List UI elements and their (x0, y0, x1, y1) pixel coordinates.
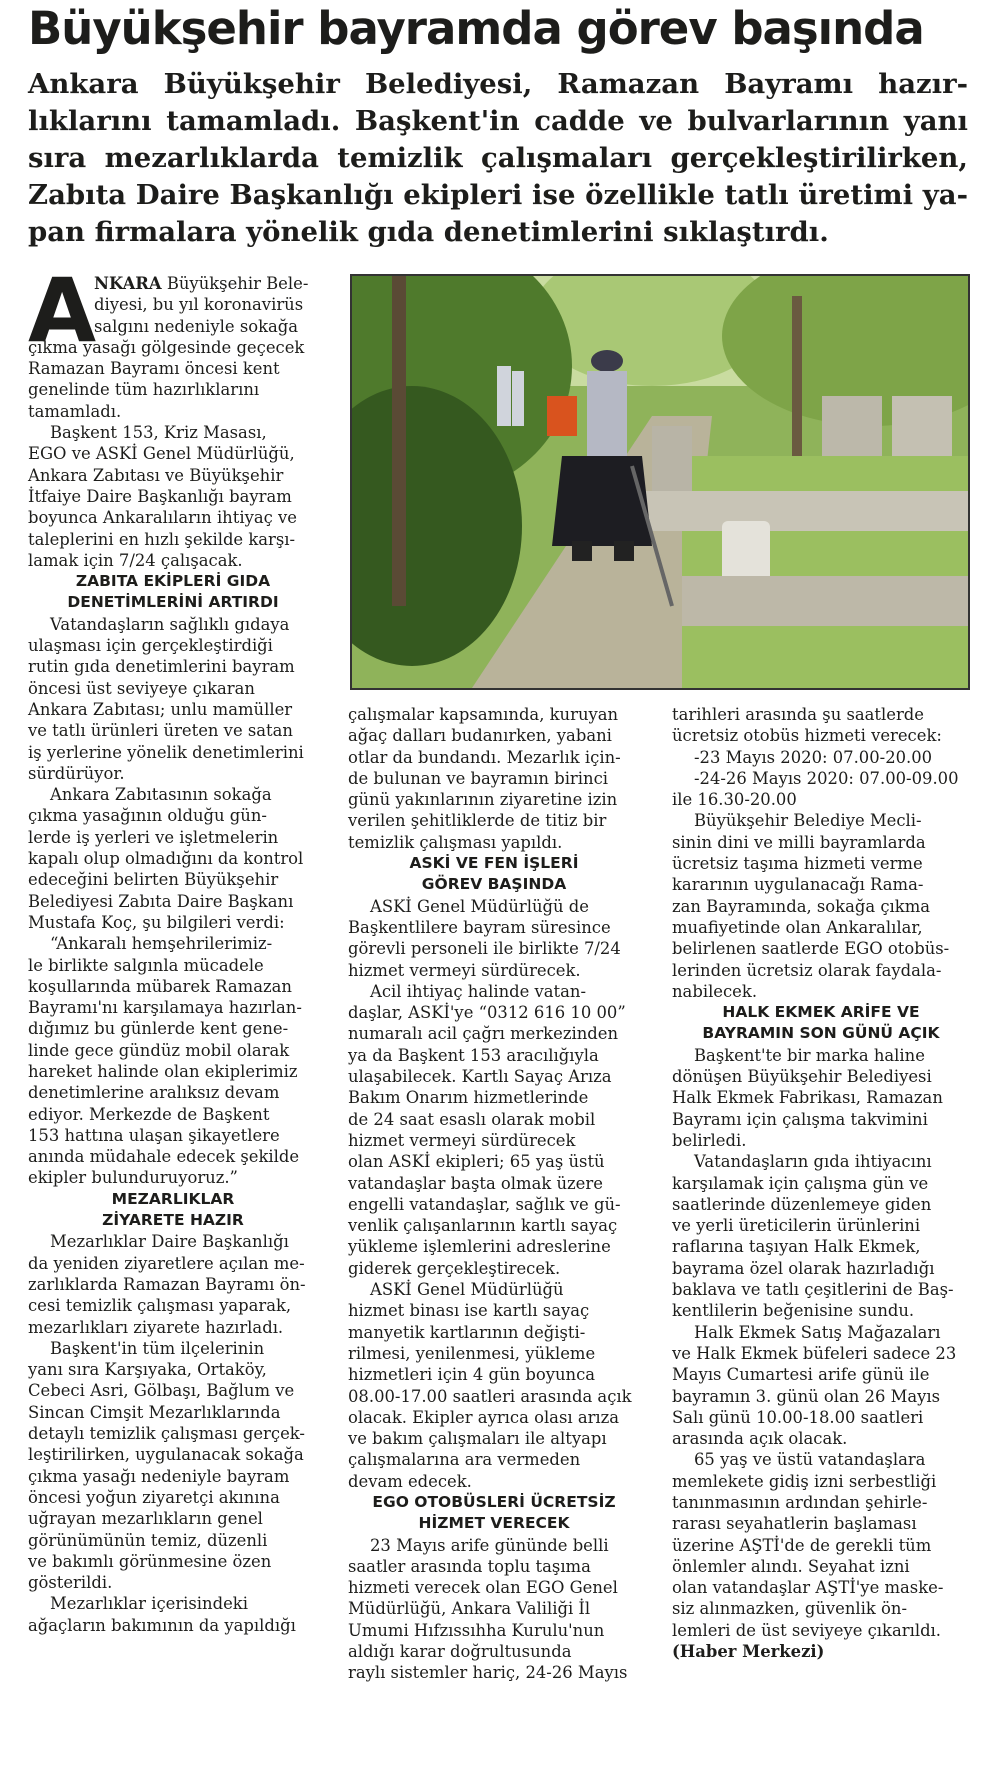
text-line: tanınmasının ardından şehirle- (672, 1492, 928, 1512)
subheading: GÖREV BAŞINDA (421, 875, 567, 894)
text-line: ASKİ Genel Müdürlüğü (370, 1280, 564, 1300)
text-line: detaylı temizlik çalışması gerçek- (28, 1424, 305, 1444)
text-line: linde gece gündüz mobil olarak (28, 1040, 290, 1060)
text-line: Başkent 153, Kriz Masası, (50, 423, 267, 443)
text-line: Halk Ekmek Fabrikası, Ramazan (672, 1088, 943, 1108)
text-line: ve tatlı ürünleri üreten ve satan (28, 721, 293, 741)
text-line: Bakım Onarım hizmetlerinde (348, 1088, 589, 1108)
text-line: önlemler alındı. Seyahat izni (672, 1556, 910, 1576)
text-line: aldığı karar doğrultusunda (348, 1642, 572, 1662)
text-line: Müdürlüğü, Ankara Valiliği İl (348, 1599, 591, 1619)
column-3 (672, 704, 970, 1662)
text-line: belirlenen saatlerde EGO otobüs- (672, 939, 950, 959)
lead-line: Zabıta Daire Başkanlığı ekipleri ise özellikle tatlı üretimi ya- (28, 179, 968, 211)
text-line: de 24 saat esaslı olarak mobil (348, 1109, 596, 1129)
text-line: venlik çalışanlarının kartlı sayaç (348, 1216, 618, 1236)
lead-line: lıklarını tamamladı. Başkent'in cadde ve bulvarlarının yanı (28, 105, 968, 137)
text-line: raflarına taşıyan Halk Ekmek, (672, 1237, 921, 1257)
text-line: sürdürüyor. (28, 763, 125, 783)
subheading: BAYRAMIN SON GÜNÜ AÇIK (702, 1024, 940, 1043)
text-line: numaralı acil çağrı merkezinden (348, 1024, 618, 1044)
text-line: cesi temizlik çalışması yaparak, (28, 1296, 292, 1316)
text-line: ve bakım çalışmaları ile altyapı (348, 1429, 607, 1449)
text-line: diyesi, bu yıl koronavirüs (94, 295, 304, 315)
text-line: İtfaiye Daire Başkanlığı bayram (28, 486, 292, 506)
text-line: manyetik kartlarının değişti- (348, 1322, 586, 1342)
text-line: ücretsiz taşıma hizmeti verme (672, 854, 923, 874)
text-line: 08.00-17.00 saatleri arasında açık (348, 1386, 632, 1406)
text-line: Vatandaşların sağlıklı gıdaya (50, 614, 290, 634)
subheading: HALK EKMEK ARİFE VE (722, 1003, 920, 1022)
text-line: salgını nedeniyle sokağa (94, 316, 299, 336)
text-line: hizmet binası ise kartlı sayaç (348, 1301, 590, 1321)
text-line: baklava ve tatlı çeşitlerini de Baş- (672, 1280, 954, 1300)
text-line: ulaşabilecek. Kartlı Sayaç Arıza (348, 1067, 612, 1087)
text-line: zarlıklarda Ramazan Bayramı ön- (28, 1274, 306, 1294)
text-line: olan ASKİ ekipleri; 65 yaş üstü (348, 1152, 605, 1172)
text-line: Acil ihtiyaç halinde vatan- (370, 981, 587, 1001)
text-line: engelli vatandaşlar, sağlık ve gü- (348, 1194, 621, 1214)
text-line: Bayramı için çalışma takvimini (672, 1109, 928, 1129)
text-line: daşlar, ASKİ'ye “0312 616 10 00” (348, 1003, 626, 1023)
text-line: nabilecek. (672, 981, 758, 1001)
text-line: anında müdahale edecek şekilde (28, 1147, 300, 1167)
text-line: boyunca Ankaralıların ihtiyaç ve (28, 508, 297, 528)
text-line: ağaçların bakımının da yapıldığı (28, 1615, 296, 1635)
text-line: çalışmalarına ara vermeden (348, 1450, 581, 1470)
text-line: Salı günü 10.00-18.00 saatleri (672, 1407, 924, 1427)
text-line: gösterildi. (28, 1573, 113, 1593)
text-line: verilen şehitliklerde de titiz bir (348, 811, 607, 831)
text-line: -23 Mayıs 2020: 07.00-20.00 (694, 747, 933, 767)
text-line: Ankara Zabıtası ve Büyükşehir (28, 465, 284, 485)
text-line: le birlikte salgınla mücadele (28, 955, 264, 975)
lead-line: pan firmalara yönelik gıda denetimlerini sıklaştırdı. (28, 216, 829, 248)
text-line: Vatandaşların gıda ihtiyacını (694, 1152, 932, 1172)
text-line: ulaşması için gerçekleştirdiği (28, 636, 273, 656)
text-line: sinin dini ve milli bayramlarda (672, 832, 926, 852)
text-line: Ankara Zabıtasının sokağa (50, 785, 272, 805)
subheading: ZABITA EKİPLERİ GIDA (75, 572, 271, 591)
text-line: dığımız bu günlerde kent gene- (28, 1019, 289, 1039)
text-line: Başkent'te bir marka haline (694, 1045, 925, 1065)
subheading: EGO OTOBÜSLERİ ÜCRETSİZ (372, 1492, 616, 1511)
text-line: olan vatandaşlar AŞTİ'ye maske- (672, 1578, 944, 1598)
text-line: ediyor. Merkezde de Başkent (28, 1104, 270, 1124)
text-line: vatandaşlar başta olmak üzere (348, 1173, 603, 1193)
text-line: genelinde tüm hazırlıklarını (28, 380, 260, 400)
column-1 (28, 259, 318, 1636)
text-line: Sincan Cimşit Mezarlıklarında (28, 1402, 281, 1422)
text-line: rilmesi, yenilenmesi, yükleme (348, 1343, 596, 1363)
text-line: öncesi yoğun ziyaretçi akınına (28, 1487, 280, 1507)
text-line: rarası seyahatlerin başlaması (672, 1514, 917, 1534)
text-line: EGO ve ASKİ Genel Müdürlüğü, (28, 444, 295, 464)
cemetery-cleaning-photo (350, 274, 970, 690)
text-line: taleplerini en hızlı şekilde karşı- (28, 529, 296, 549)
text-line: Ramazan Bayramı öncesi kent (28, 359, 280, 379)
text-line: Mezarlıklar Daire Başkanlığı (50, 1232, 289, 1252)
text-line: hareket halinde olan ekiplerimiz (28, 1061, 298, 1081)
text-line: Mayıs Cumartesi arife günü ile (672, 1365, 930, 1385)
text-line: kararının uygulanacağı Rama- (672, 875, 924, 895)
text-line: ekipler bulunduruyoruz.” (28, 1168, 238, 1188)
text-line: dönüşen Büyükşehir Belediyesi (672, 1067, 932, 1087)
subheading: ASKİ VE FEN İŞLERİ (409, 854, 579, 873)
text-line: çıkma yasağı nedeniyle bayram (28, 1466, 290, 1486)
subheading: HİZMET VERECEK (418, 1514, 570, 1533)
text-line: uğrayan mezarlıkların genel (28, 1509, 263, 1529)
text-line: kapalı olup olmadığını da kontrol (28, 849, 304, 869)
text-line: 153 hattına ulaşan şikayetlere (28, 1125, 280, 1145)
text-line: ASKİ Genel Müdürlüğü de (370, 896, 589, 916)
text-line: muafiyetinde olan Ankaralılar, (672, 917, 923, 937)
text-line: Cebeci Asri, Gölbaşı, Bağlum ve (28, 1381, 295, 1401)
lead-line: Ankara Büyükşehir Belediyesi, Ramazan Bayramı hazır- (28, 68, 968, 100)
byline: (Haber Merkezi) (672, 1642, 825, 1662)
text-line: 23 Mayıs arife gününde belli (370, 1535, 609, 1555)
subheading: ZİYARETE HAZIR (102, 1211, 244, 1230)
text-line: çıkma yasağının olduğu gün- (28, 806, 267, 826)
text-line: ya da Başkent 153 aracılığıyla (348, 1045, 599, 1065)
text-line: tamamladı. (28, 401, 122, 421)
text-line: devam edecek. (348, 1471, 472, 1491)
text-line: görevli personeli ile birlikte 7/24 (348, 939, 621, 959)
text-line: lerde iş yerleri ve işletmelerin (28, 827, 279, 847)
text-line: arasında açık olacak. (672, 1429, 848, 1449)
text-line: ve bakımlı görünmesine özen (28, 1551, 272, 1571)
lead-line: sıra mezarlıklarda temizlik çalışmaları gerçekleştirilirken, (28, 142, 968, 174)
text-line: lamak için 7/24 çalışacak. (28, 550, 243, 570)
text-line-fragment: Büyükşehir Bele- (161, 274, 309, 293)
text-line: otlar da bundandı. Mezarlık için- (348, 747, 621, 767)
text-line: hizmet vermeyi sürdürecek. (348, 960, 581, 980)
text-line: temizlik çalışması yapıldı. (348, 832, 563, 852)
text-line: Ankara Zabıtası; unlu mamüller (28, 699, 293, 719)
text-line: karşılamak için çalışma gün ve (672, 1173, 929, 1193)
text-line: hizmetleri için 4 gün boyunca (348, 1365, 596, 1385)
text-line: Başkentlilere bayram süresince (348, 917, 611, 937)
text-line: da yeniden ziyaretlere açılan me- (28, 1253, 305, 1273)
text-line: belirledi. (672, 1130, 747, 1150)
text-line: Bayramı'nı karşılamaya hazırlan- (28, 998, 302, 1018)
text-line: lerinden ücretsiz olarak faydala- (672, 960, 942, 980)
text-line: ile 16.30-20.00 (672, 790, 797, 810)
text-line: saatlerinde düzenlemeye giden (672, 1194, 932, 1214)
text-line: raylı sistemler hariç, 24-26 Mayıs (348, 1663, 628, 1683)
text-line: öncesi üst seviyeye çıkaran (28, 678, 255, 698)
text-line: denetimlerine aralıksız devam (28, 1083, 280, 1103)
text-line: ve yerli üreticilerin ürünlerini (672, 1216, 921, 1236)
text-line: zan Bayramında, sokağa çıkma (672, 896, 931, 916)
text-line: çıkma yasağı gölgesinde geçecek (28, 337, 305, 357)
text-line: bayrama özel olarak hazırladığı (672, 1258, 935, 1278)
text-line: leştirilirken, uygulanacak sokağa (28, 1445, 304, 1465)
text-line: günü yakınlarının ziyaretine izin (348, 790, 618, 810)
text-line: tarihleri arasında şu saatlerde (672, 705, 924, 724)
subheading: MEZARLIKLAR (111, 1189, 235, 1208)
text-line: çalışmalar kapsamında, kuruyan (348, 705, 619, 724)
lead-paragraph (28, 66, 968, 251)
text-line: Başkent'in tüm ilçelerinin (50, 1338, 265, 1358)
subheading: DENETİMLERİNİ ARTIRDI (67, 593, 279, 612)
text-line: koşullarında mübarek Ramazan (28, 976, 292, 996)
text-line: olacak. Ekipler ayrıca olası arıza (348, 1407, 620, 1427)
headline: Büyükşehir bayramda görev başında (28, 2, 924, 55)
text-line: saatler arasında toplu taşıma (348, 1556, 591, 1576)
text-line: ücretsiz otobüs hizmeti verecek: (672, 726, 942, 746)
text-line: ve Halk Ekmek büfeleri sadece 23 (672, 1343, 957, 1363)
text-line: Belediyesi Zabıta Daire Başkanı (28, 891, 294, 911)
text-line: Halk Ekmek Satış Mağazaları (694, 1322, 941, 1342)
text-line: “Ankaralı hemşehrilerimiz- (50, 934, 273, 954)
text-line: yükleme işlemlerini adreslerine (348, 1237, 611, 1257)
text-line: Büyükşehir Belediye Mecli- (694, 811, 922, 831)
text-line: kentlilerin beğenisine sundu. (672, 1301, 915, 1321)
text-line: Mustafa Koç, şu bilgileri verdi: (28, 912, 285, 932)
text-line: rutin gıda denetimlerini bayram (28, 657, 295, 677)
text-line: mezarlıkları ziyarete hazırladı. (28, 1317, 284, 1337)
text-line: 65 yaş ve üstü vatandaşlara (694, 1450, 926, 1470)
text-line: siz alınmazken, güvenlik ön- (672, 1599, 908, 1619)
text-line: Umumi Hıfzıssıhha Kurulu'nun (348, 1620, 605, 1640)
dropcap-letter: A (28, 259, 97, 362)
text-line: edeceğini belirten Büyükşehir (28, 870, 279, 890)
text-line: -24-26 Mayıs 2020: 07.00-09.00 (694, 768, 959, 788)
text-line: üzerine AŞTİ'de de gerekli tüm (672, 1535, 932, 1555)
text-line: iş yerlerine yönelik denetimlerini (28, 742, 304, 762)
text-line: ağaç dalları budanırken, yabani (348, 726, 612, 746)
text-line: yanı sıra Karşıyaka, Ortaköy, (28, 1360, 267, 1380)
text-line: Mezarlıklar içerisindeki (50, 1594, 248, 1614)
text-line: memlekete gidiş izni serbestliği (672, 1471, 937, 1491)
text-line: görünümünün temiz, düzenli (28, 1530, 268, 1550)
text-line: de bulunan ve bayramın birinci (348, 768, 608, 788)
text-line: giderek gerçekleştirecek. (348, 1258, 561, 1278)
intro-bold: NKARA (94, 274, 162, 293)
text-line: hizmet vermeyi sürdürecek (348, 1130, 576, 1150)
text-line: bayramın 3. günü olan 26 Mayıs (672, 1386, 941, 1406)
column-2 (348, 704, 640, 1684)
text-line: hizmeti verecek olan EGO Genel (348, 1578, 618, 1598)
text-line: lemleri de üst seviyeye çıkarıldı. (672, 1620, 942, 1640)
